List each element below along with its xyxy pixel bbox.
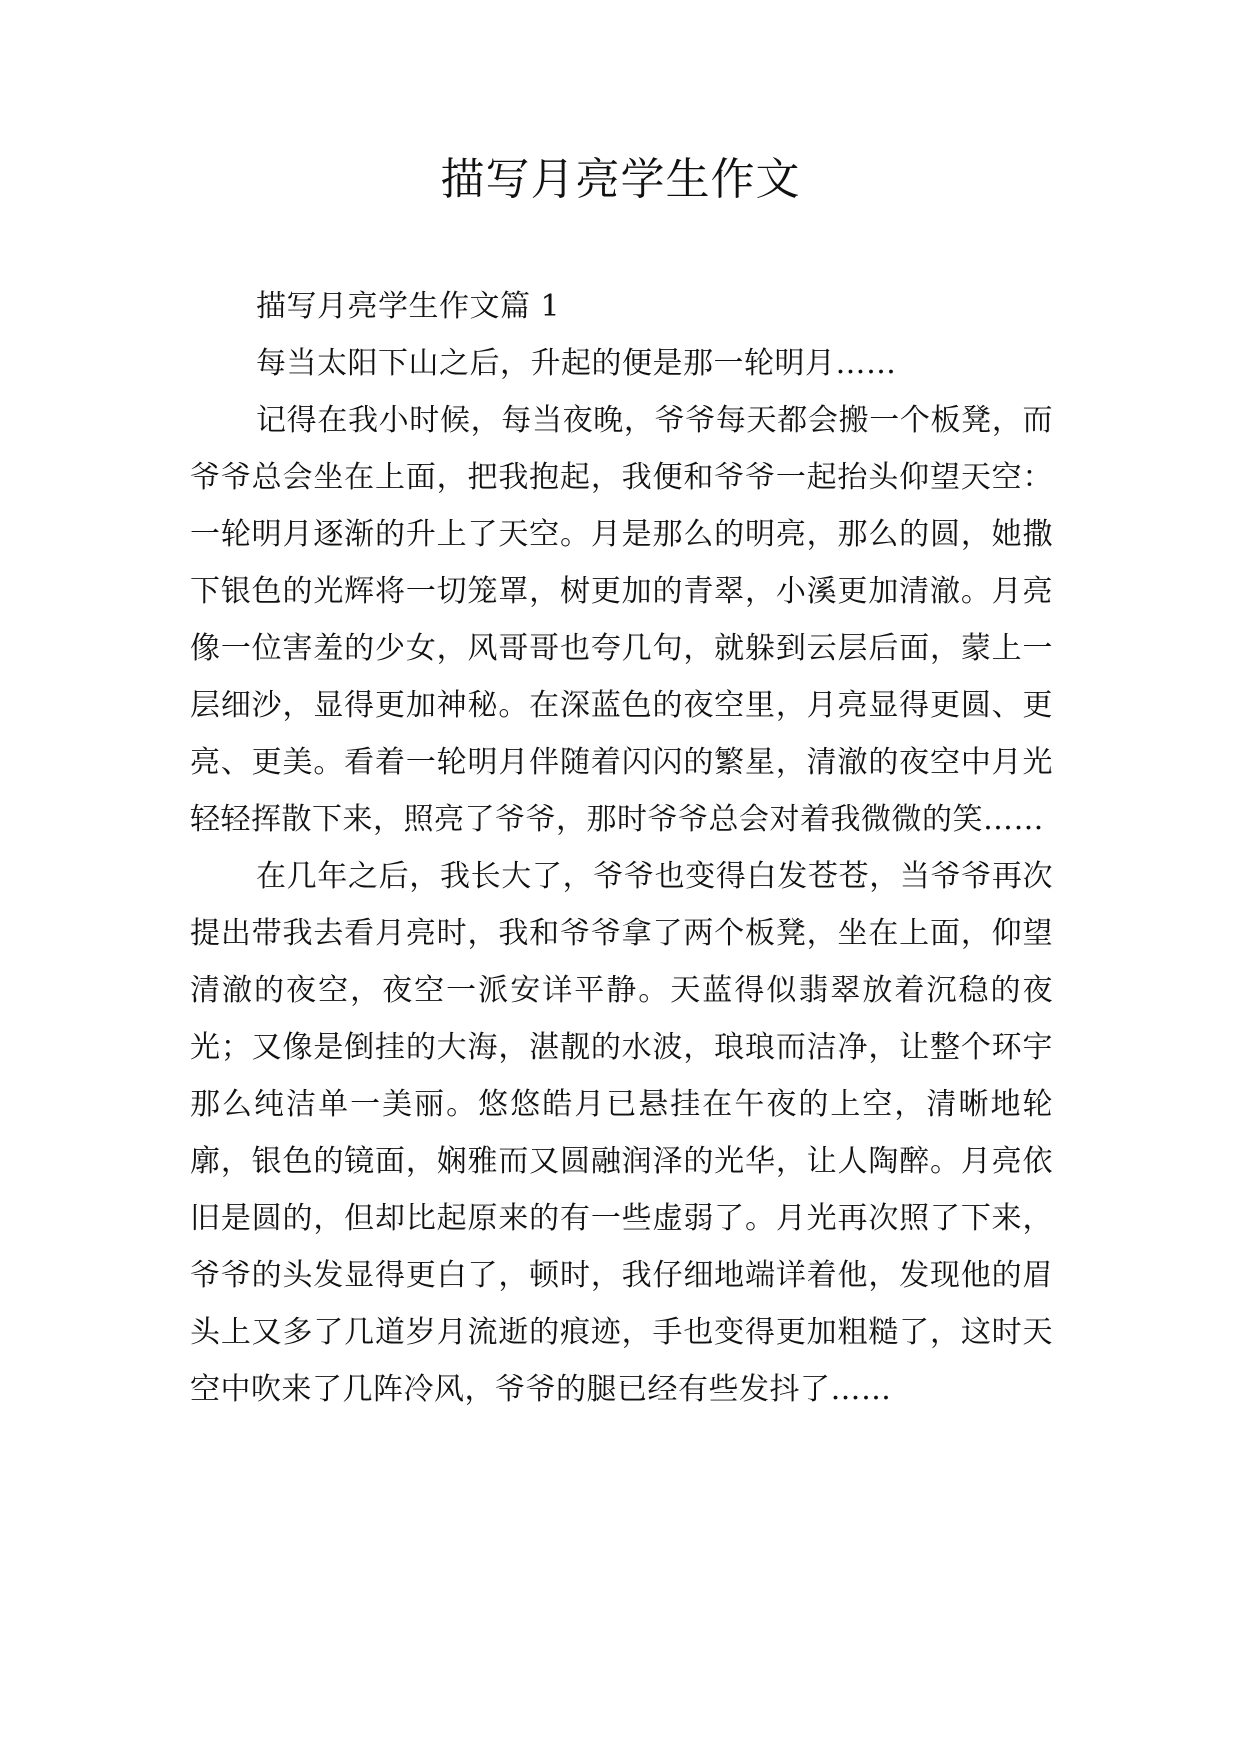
body-paragraph: 在几年之后，我长大了，爷爷也变得白发苍苍，当爷爷再次提出带我去看月亮时，我和爷爷拿了两个板凳，坐在上面，仰望清澈的夜空，夜空一派安详平静。天蓝得似翡翠放着沉稳的夜光；又像是倒挂的大海，湛靓的水波，琅琅而洁净，让整个环宇那么纯洁单一美丽。悠悠皓月已悬挂在午夜的上空，清晰地轮廓，银色的镜面，娴雅而又圆融润泽的光华，让人陶醉。月亮依旧是圆的，但却比起原来的有一些虚弱了。月光再次照了下来，爷爷的头发显得更白了，顿时，我仔细地端详着他，发现他的眉头上又多了几道岁月流逝的痕迹，手也变得更加粗糙了，这时天空中吹来了几阵冷风，爷爷的腿已经有些发抖了…… [190, 859, 1053, 1407]
document-body [190, 278, 1053, 1418]
document-title: 描写月亮学生作文 [440, 154, 801, 205]
body-paragraph: 每当太阳下山之后，升起的便是那一轮明月…… [256, 346, 897, 381]
body-paragraph: 记得在我小时候，每当夜晚，爷爷每天都会搬一个板凳，而爷爷总会坐在上面，把我抱起，我便和爷爷一起抬头仰望天空：一轮明月逐渐的升上了天空。月是那么的明亮，那么的圆，她撒下银色的光辉将一切笼罩，树更加的青翠，小溪更加清澈。月亮像一位害羞的少女，风哥哥也夸几句，就躲到云层后面，蒙上一层细沙，显得更加神秘。在深蓝色的夜空里，月亮显得更圆、更亮、更美。看着一轮明月伴随着闪闪的繁星，清澈的夜空中月光轻轻挥散下来，照亮了爷爷，那时爷爷总会对着我微微的笑…… [190, 403, 1053, 837]
section-heading: 描写月亮学生作文篇 1 [256, 289, 561, 324]
